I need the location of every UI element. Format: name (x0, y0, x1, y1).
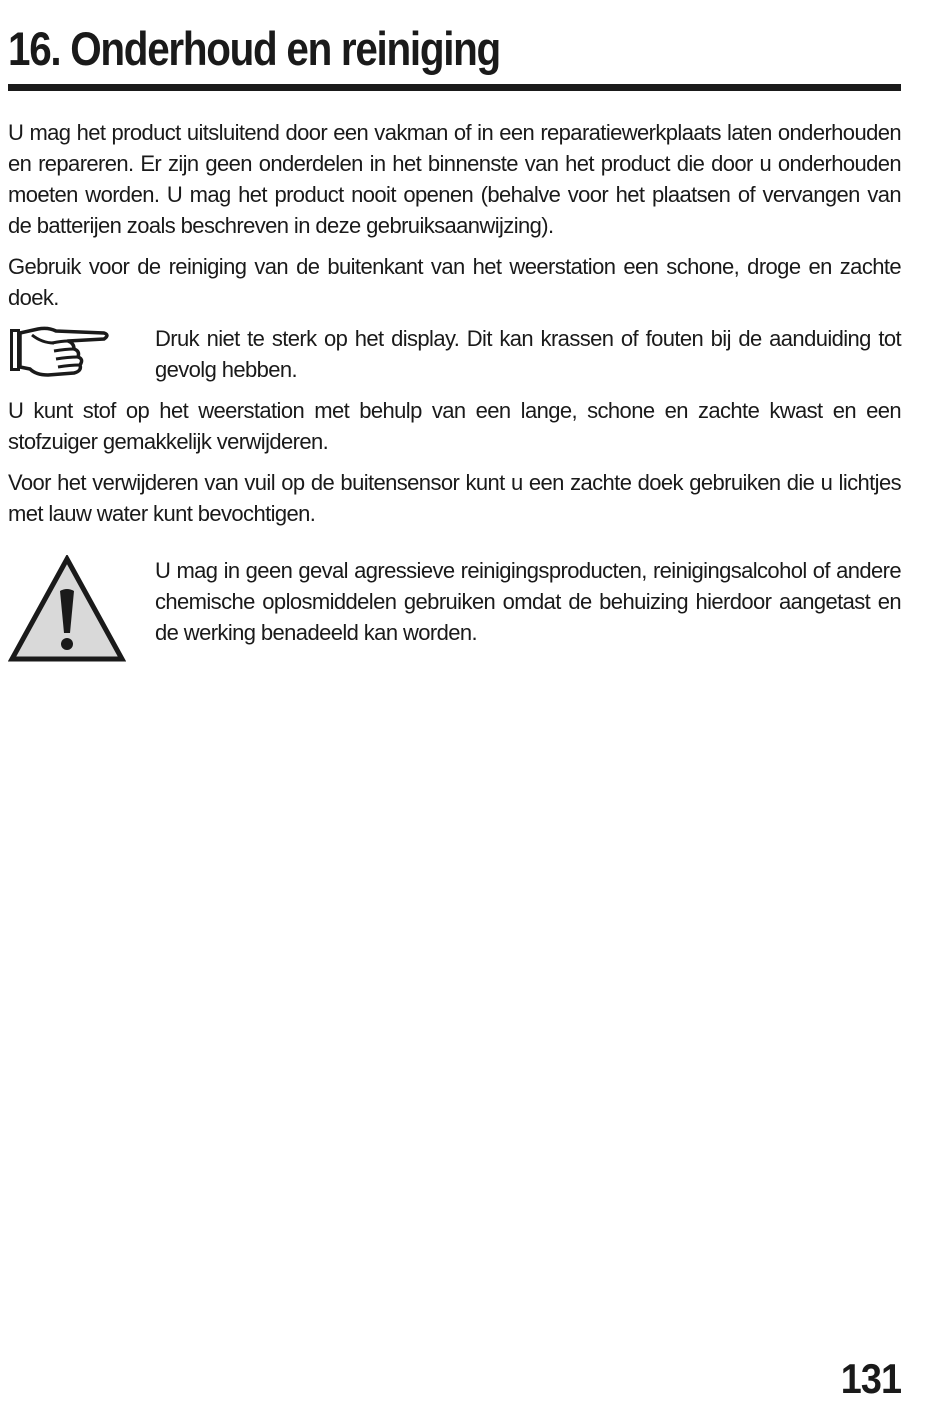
section-title: 16. Onderhoud en reiniging (8, 22, 500, 75)
title-rule (8, 84, 901, 91)
tip-icon-container (8, 323, 155, 384)
tip-text: Druk niet te sterk op het display. Dit kan krassen of fouten bij de aanduiding tot gevolg hebben. (155, 326, 901, 382)
manual-page (8, 0, 901, 1403)
paragraph-service: U mag het product uitsluitend door een vakman of in een reparatiewerkplaats laten onderhouden en repareren. Er zijn geen onderdelen in het binnenste van het product die door u onderhouden moeten worden. U mag het product nooit openen (behalve voor het plaatsen of vervangen van de batterijen zoals beschreven in deze gebruiksaanwijzing). (8, 120, 901, 238)
warning-text: U mag in geen geval agressieve reinigingsproducten, reinigingsalcohol of andere chemische oplosmiddelen gebruiken omdat de behuizing hierdoor aangetast en de werking benadeeld kan worden. (155, 558, 901, 645)
paragraph-dust: U kunt stof op het weerstation met behulp van een lange, schone en zachte kwast en een stofzuiger gemakkelijk verwijderen. (8, 398, 901, 454)
tip-note (8, 323, 901, 385)
warning-note (8, 555, 901, 668)
section-body (8, 117, 901, 678)
warning-icon-container (8, 555, 155, 668)
page-number: 131 (840, 1355, 901, 1402)
paragraph-cleaning-cloth: Gebruik voor de reiniging van de buitenkant van het weerstation een schone, droge en zachte doek. (8, 254, 901, 310)
pointing-hand-icon (8, 323, 112, 379)
paragraph-outdoor-sensor: Voor het verwijderen van vuil op de buitensensor kunt u een zachte doek gebruiken die u lichtjes met lauw water kunt bevochtigen. (8, 470, 901, 526)
warning-triangle-icon (8, 555, 126, 663)
